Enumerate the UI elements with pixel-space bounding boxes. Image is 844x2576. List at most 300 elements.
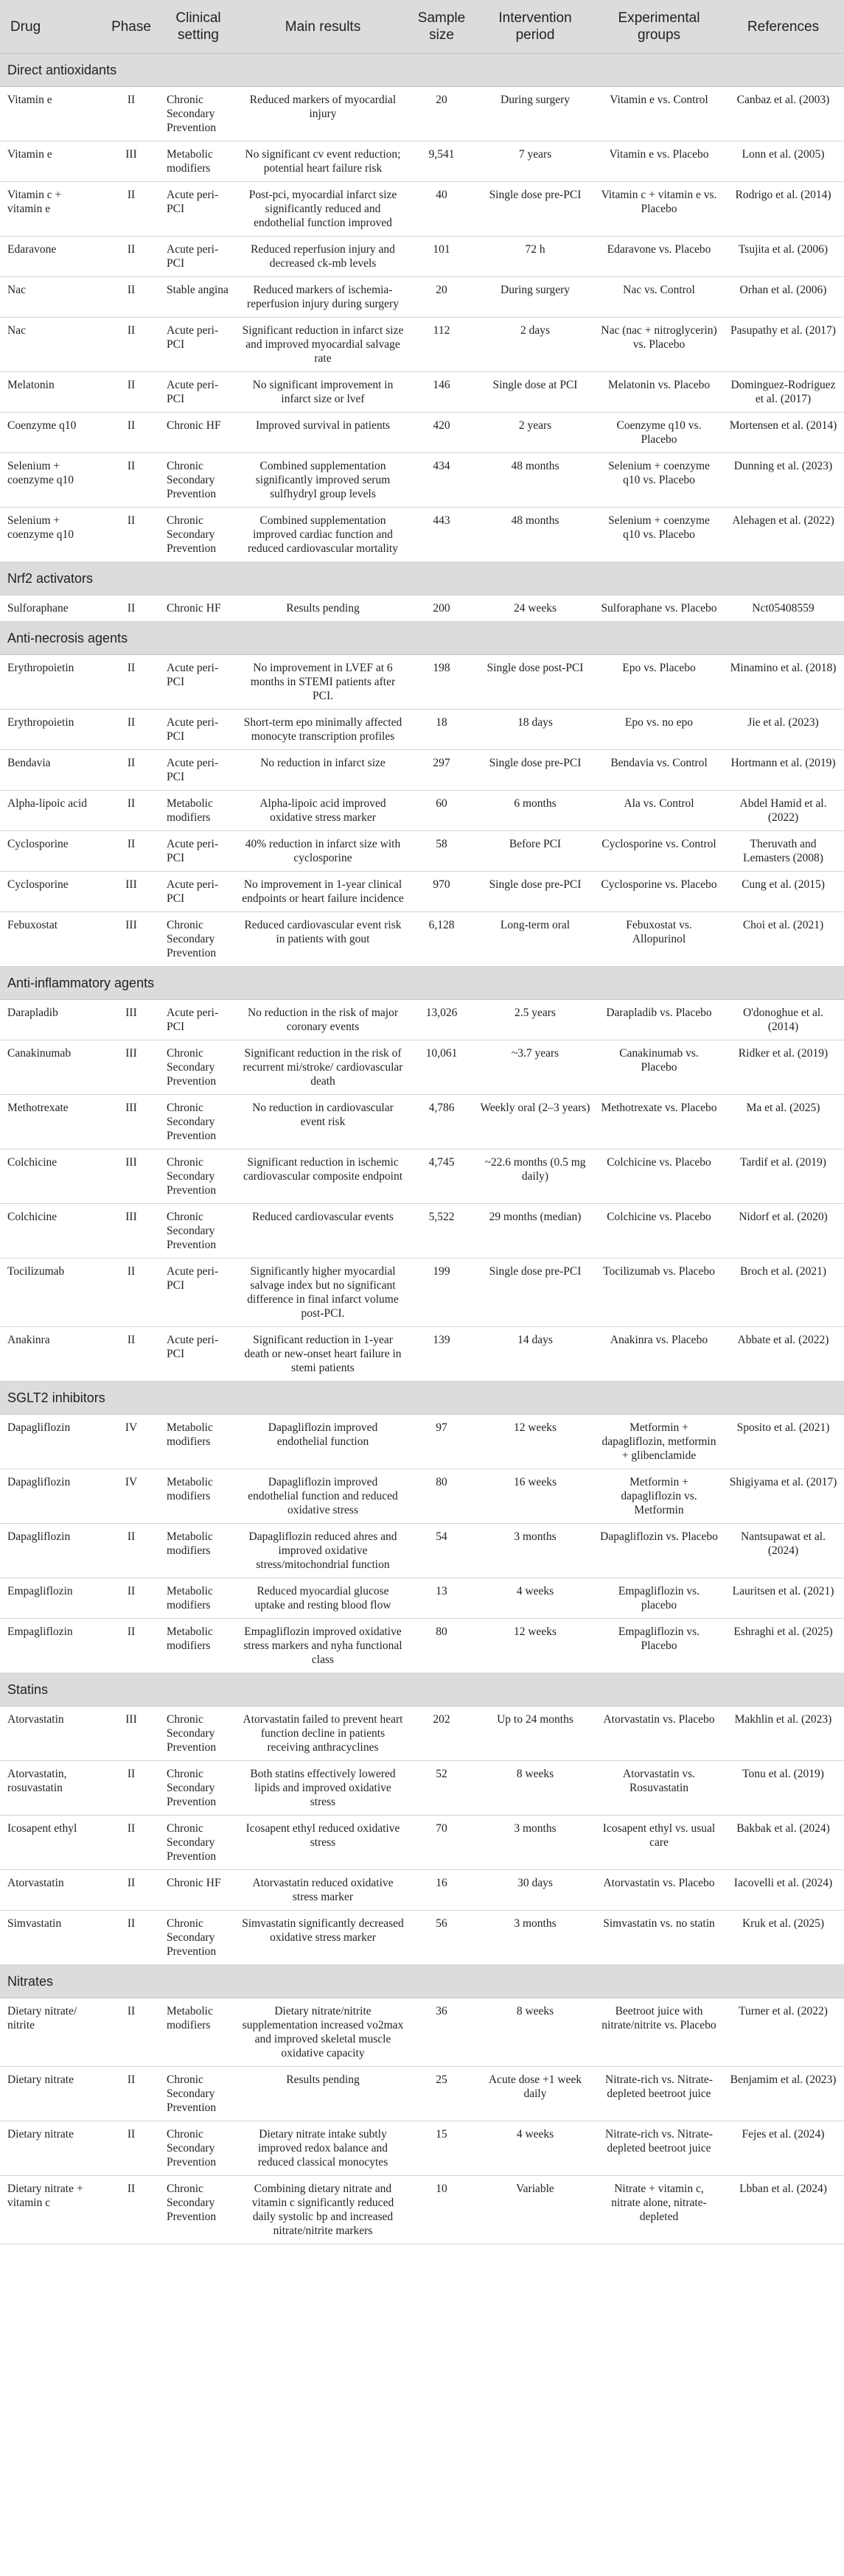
table-row [0,1911,844,1965]
cell-phase: II [103,1524,159,1578]
cell-sample-size: 60 [408,791,475,831]
cell-phase: II [103,1816,159,1870]
cell-experimental-groups: Febuxostat vs. Allopurinol [596,912,722,967]
cell-clinical-setting: Chronic Secondary Prevention [159,912,237,967]
cell-experimental-groups: Nac vs. Control [596,277,722,318]
cell-clinical-setting: Acute peri-PCI [159,1259,237,1327]
cell-phase: III [103,141,159,182]
cell-drug: Empagliflozin [0,1578,103,1619]
cell-sample-size: 25 [408,2067,475,2121]
cell-sample-size: 101 [408,237,475,277]
cell-experimental-groups: Colchicine vs. Placebo [596,1149,722,1204]
cell-drug: Colchicine [0,1149,103,1204]
cell-clinical-setting: Chronic Secondary Prevention [159,87,237,141]
cell-clinical-setting: Chronic Secondary Prevention [159,2121,237,2176]
cell-clinical-setting: Metabolic modifiers [159,1578,237,1619]
cell-main-results: Dietary nitrate intake subtly improved redox balance and reduced classical monocytes [237,2121,408,2176]
cell-drug: Cyclosporine [0,831,103,872]
table-row [0,1040,844,1095]
cell-clinical-setting: Metabolic modifiers [159,1619,237,1673]
cell-reference: Ridker et al. (2019) [722,1040,844,1095]
cell-intervention-period: 6 months [475,791,596,831]
cell-main-results: No significant cv event reduction; potential heart failure risk [237,141,408,182]
header-drug: Drug [0,0,103,54]
table-row [0,1761,844,1816]
cell-reference: Theruvath and Lemasters (2008) [722,831,844,872]
cell-main-results: Dietary nitrate/nitrite supplementation increased vo2max and improved skeletal muscle oxidative capacity [237,1998,408,2067]
cell-reference: Sposito et al. (2021) [722,1415,844,1469]
cell-intervention-period: 7 years [475,141,596,182]
cell-intervention-period: Single dose post-PCI [475,655,596,710]
table-row [0,318,844,372]
cell-phase: II [103,750,159,791]
cell-phase: III [103,1040,159,1095]
cell-intervention-period: Variable [475,2176,596,2244]
table-row [0,413,844,453]
header-phase: Phase [103,0,159,54]
header-clinical-setting: Clinical setting [159,0,237,54]
table-row [0,750,844,791]
cell-reference: Shigiyama et al. (2017) [722,1469,844,1524]
header-sample-size: Sample size [408,0,475,54]
cell-reference: O'donoghue et al. (2014) [722,1000,844,1040]
cell-drug: Nac [0,277,103,318]
cell-sample-size: 9,541 [408,141,475,182]
cell-experimental-groups: Sulforaphane vs. Placebo [596,595,722,622]
cell-sample-size: 146 [408,372,475,413]
cell-intervention-period: 8 weeks [475,1998,596,2067]
cell-clinical-setting: Acute peri-PCI [159,318,237,372]
cell-experimental-groups: Edaravone vs. Placebo [596,237,722,277]
cell-clinical-setting: Stable angina [159,277,237,318]
cell-clinical-setting: Acute peri-PCI [159,710,237,750]
cell-drug: Methotrexate [0,1095,103,1149]
cell-drug: Dietary nitrate + vitamin c [0,2176,103,2244]
cell-reference: Dunning et al. (2023) [722,453,844,508]
cell-reference: Turner et al. (2022) [722,1998,844,2067]
section-title: SGLT2 inhibitors [0,1382,844,1415]
cell-sample-size: 13,026 [408,1000,475,1040]
cell-sample-size: 139 [408,1327,475,1382]
section-header-row [0,622,844,655]
cell-clinical-setting: Chronic Secondary Prevention [159,1204,237,1259]
cell-experimental-groups: Nac (nac + nitroglycerin) vs. Placebo [596,318,722,372]
cell-sample-size: 54 [408,1524,475,1578]
cell-experimental-groups: Vitamin e vs. Placebo [596,141,722,182]
cell-sample-size: 420 [408,413,475,453]
cell-intervention-period: 30 days [475,1870,596,1911]
section-header-row [0,54,844,87]
cell-reference: Alehagen et al. (2022) [722,508,844,562]
cell-intervention-period: Single dose pre-PCI [475,872,596,912]
cell-clinical-setting: Acute peri-PCI [159,237,237,277]
cell-sample-size: 36 [408,1998,475,2067]
cell-phase: II [103,2121,159,2176]
cell-experimental-groups: Nitrate-rich vs. Nitrate-depleted beetroot juice [596,2067,722,2121]
cell-experimental-groups: Methotrexate vs. Placebo [596,1095,722,1149]
cell-drug: Erythropoietin [0,710,103,750]
header-intervention-period: Intervention period [475,0,596,54]
section-header-row [0,1673,844,1707]
cell-phase: III [103,1204,159,1259]
table-row [0,1000,844,1040]
cell-main-results: Dapagliflozin reduced ahres and improved oxidative stress/mitochondrial function [237,1524,408,1578]
table-row [0,2121,844,2176]
cell-drug: Coenzyme q10 [0,413,103,453]
cell-reference: Makhlin et al. (2023) [722,1707,844,1761]
cell-main-results: Combined supplementation significantly improved serum sulfhydryl group levels [237,453,408,508]
cell-sample-size: 80 [408,1469,475,1524]
table-row [0,595,844,622]
cell-experimental-groups: Epo vs. Placebo [596,655,722,710]
cell-reference: Kruk et al. (2025) [722,1911,844,1965]
cell-sample-size: 297 [408,750,475,791]
cell-reference: Mortensen et al. (2014) [722,413,844,453]
cell-experimental-groups: Atorvastatin vs. Placebo [596,1870,722,1911]
cell-main-results: Combined supplementation improved cardiac function and reduced cardiovascular mortality [237,508,408,562]
table-row [0,372,844,413]
cell-intervention-period: 12 weeks [475,1619,596,1673]
cell-reference: Broch et al. (2021) [722,1259,844,1327]
cell-phase: II [103,2176,159,2244]
cell-main-results: No reduction in infarct size [237,750,408,791]
cell-drug: Selenium + coenzyme q10 [0,453,103,508]
section-title: Nitrates [0,1965,844,1998]
cell-main-results: Both statins effectively lowered lipids and improved oxidative stress [237,1761,408,1816]
cell-intervention-period: 14 days [475,1327,596,1382]
cell-drug: Febuxostat [0,912,103,967]
cell-clinical-setting: Acute peri-PCI [159,182,237,237]
cell-intervention-period: Weekly oral (2–3 years) [475,1095,596,1149]
cell-main-results: Significant reduction in infarct size and improved myocardial salvage rate [237,318,408,372]
cell-main-results: Reduced reperfusion injury and decreased ck-mb levels [237,237,408,277]
cell-main-results: No improvement in 1-year clinical endpoints or heart failure incidence [237,872,408,912]
cell-phase: III [103,872,159,912]
table-body [0,54,844,2244]
cell-intervention-period: 4 weeks [475,2121,596,2176]
cell-drug: Simvastatin [0,1911,103,1965]
cell-drug: Melatonin [0,372,103,413]
table-row [0,1578,844,1619]
cell-intervention-period: 24 weeks [475,595,596,622]
cell-experimental-groups: Tocilizumab vs. Placebo [596,1259,722,1327]
cell-clinical-setting: Chronic Secondary Prevention [159,2176,237,2244]
table-row [0,508,844,562]
cell-reference: Ma et al. (2025) [722,1095,844,1149]
cell-drug: Dapagliflozin [0,1415,103,1469]
cell-clinical-setting: Chronic HF [159,1870,237,1911]
table-row [0,872,844,912]
cell-phase: II [103,372,159,413]
header-references: References [722,0,844,54]
cell-phase: II [103,1619,159,1673]
section-title: Statins [0,1673,844,1707]
table-row [0,1204,844,1259]
header-main-results: Main results [237,0,408,54]
cell-sample-size: 4,745 [408,1149,475,1204]
cell-drug: Alpha-lipoic acid [0,791,103,831]
cell-main-results: Results pending [237,2067,408,2121]
cell-sample-size: 20 [408,277,475,318]
cell-experimental-groups: Cyclosporine vs. Placebo [596,872,722,912]
cell-drug: Sulforaphane [0,595,103,622]
cell-phase: II [103,1870,159,1911]
cell-clinical-setting: Chronic Secondary Prevention [159,1707,237,1761]
section-header-row [0,1382,844,1415]
cell-drug: Edaravone [0,237,103,277]
cell-drug: Darapladib [0,1000,103,1040]
cell-drug: Vitamin e [0,87,103,141]
cell-clinical-setting: Acute peri-PCI [159,655,237,710]
cell-reference: Nct05408559 [722,595,844,622]
cell-reference: Bakbak et al. (2024) [722,1816,844,1870]
cell-experimental-groups: Melatonin vs. Placebo [596,372,722,413]
cell-drug: Atorvastatin [0,1707,103,1761]
cell-reference: Abdel Hamid et al. (2022) [722,791,844,831]
cell-intervention-period: During surgery [475,87,596,141]
cell-intervention-period: 29 months (median) [475,1204,596,1259]
cell-intervention-period: Before PCI [475,831,596,872]
cell-clinical-setting: Acute peri-PCI [159,750,237,791]
cell-experimental-groups: Atorvastatin vs. Placebo [596,1707,722,1761]
cell-experimental-groups: Atorvastatin vs. Rosuvastatin [596,1761,722,1816]
cell-reference: Fejes et al. (2024) [722,2121,844,2176]
cell-main-results: Significant reduction in the risk of recurrent mi/stroke/ cardiovascular death [237,1040,408,1095]
cell-drug: Dapagliflozin [0,1524,103,1578]
cell-clinical-setting: Chronic Secondary Prevention [159,1816,237,1870]
cell-reference: Lonn et al. (2005) [722,141,844,182]
cell-sample-size: 20 [408,87,475,141]
cell-drug: Erythropoietin [0,655,103,710]
cell-drug: Anakinra [0,1327,103,1382]
cell-phase: II [103,2067,159,2121]
cell-drug: Empagliflozin [0,1619,103,1673]
table-row [0,277,844,318]
cell-sample-size: 5,522 [408,1204,475,1259]
cell-intervention-period: ~22.6 months (0.5 mg daily) [475,1149,596,1204]
header-row [0,0,844,54]
cell-intervention-period: 2 days [475,318,596,372]
cell-sample-size: 6,128 [408,912,475,967]
table-row [0,453,844,508]
cell-reference: Minamino et al. (2018) [722,655,844,710]
cell-main-results: Reduced cardiovascular event risk in patients with gout [237,912,408,967]
cell-phase: II [103,1259,159,1327]
cell-reference: Benjamim et al. (2023) [722,2067,844,2121]
cell-main-results: Significant reduction in ischemic cardiovascular composite endpoint [237,1149,408,1204]
cell-intervention-period: Single dose pre-PCI [475,182,596,237]
cell-clinical-setting: Acute peri-PCI [159,872,237,912]
cell-main-results: Dapagliflozin improved endothelial function and reduced oxidative stress [237,1469,408,1524]
cell-sample-size: 40 [408,182,475,237]
cell-experimental-groups: Colchicine vs. Placebo [596,1204,722,1259]
cell-phase: II [103,277,159,318]
table-row [0,1327,844,1382]
cell-sample-size: 112 [408,318,475,372]
cell-main-results: Empagliflozin improved oxidative stress markers and nyha functional class [237,1619,408,1673]
cell-experimental-groups: Icosapent ethyl vs. usual care [596,1816,722,1870]
cell-intervention-period: Single dose at PCI [475,372,596,413]
cell-main-results: Significant reduction in 1-year death or new-onset heart failure in stemi patients [237,1327,408,1382]
table-row [0,2176,844,2244]
table-row [0,2067,844,2121]
cell-phase: III [103,1000,159,1040]
cell-main-results: Short-term epo minimally affected monocyte transcription profiles [237,710,408,750]
table-row [0,1149,844,1204]
cell-reference: Hortmann et al. (2019) [722,750,844,791]
header-experimental-groups: Experimental groups [596,0,722,54]
cell-intervention-period: During surgery [475,277,596,318]
cell-sample-size: 10 [408,2176,475,2244]
cell-main-results: Improved survival in patients [237,413,408,453]
cell-phase: II [103,1761,159,1816]
cell-drug: Bendavia [0,750,103,791]
cell-sample-size: 434 [408,453,475,508]
cell-drug: Vitamin c + vitamin e [0,182,103,237]
cell-main-results: Alpha-lipoic acid improved oxidative stress marker [237,791,408,831]
cell-drug: Nac [0,318,103,372]
table-row [0,1469,844,1524]
table-row [0,87,844,141]
cell-clinical-setting: Chronic Secondary Prevention [159,1911,237,1965]
cell-drug: Tocilizumab [0,1259,103,1327]
cell-main-results: Reduced markers of myocardial injury [237,87,408,141]
cell-experimental-groups: Coenzyme q10 vs. Placebo [596,413,722,453]
section-header-row [0,967,844,1000]
cell-reference: Nantsupawat et al. (2024) [722,1524,844,1578]
cell-drug: Colchicine [0,1204,103,1259]
cell-intervention-period: Acute dose +1 week daily [475,2067,596,2121]
cell-clinical-setting: Chronic Secondary Prevention [159,2067,237,2121]
cell-experimental-groups: Epo vs. no epo [596,710,722,750]
cell-main-results: Simvastatin significantly decreased oxidative stress marker [237,1911,408,1965]
section-title: Nrf2 activators [0,562,844,595]
table-row [0,237,844,277]
cell-sample-size: 16 [408,1870,475,1911]
cell-intervention-period: Single dose pre-PCI [475,750,596,791]
cell-phase: II [103,413,159,453]
table-row [0,1259,844,1327]
section-header-row [0,1965,844,1998]
table-row [0,655,844,710]
cell-clinical-setting: Chronic HF [159,413,237,453]
section-header-row [0,562,844,595]
table-row [0,1870,844,1911]
cell-sample-size: 58 [408,831,475,872]
cell-main-results: No reduction in the risk of major coronary events [237,1000,408,1040]
cell-intervention-period: Long-term oral [475,912,596,967]
cell-main-results: Atorvastatin reduced oxidative stress marker [237,1870,408,1911]
table-row [0,1816,844,1870]
cell-sample-size: 970 [408,872,475,912]
cell-phase: II [103,182,159,237]
cell-main-results: Results pending [237,595,408,622]
table-row [0,791,844,831]
cell-reference: Choi et al. (2021) [722,912,844,967]
cell-experimental-groups: Cyclosporine vs. Control [596,831,722,872]
section-title: Anti-inflammatory agents [0,967,844,1000]
cell-sample-size: 52 [408,1761,475,1816]
cell-reference: Lauritsen et al. (2021) [722,1578,844,1619]
cell-phase: II [103,237,159,277]
table-row [0,1415,844,1469]
cell-phase: IV [103,1415,159,1469]
cell-intervention-period: 4 weeks [475,1578,596,1619]
cell-sample-size: 4,786 [408,1095,475,1149]
cell-intervention-period: 8 weeks [475,1761,596,1816]
cell-drug: Dietary nitrate [0,2067,103,2121]
cell-experimental-groups: Dapagliflozin vs. Placebo [596,1524,722,1578]
cell-intervention-period: 2 years [475,413,596,453]
cell-drug: Icosapent ethyl [0,1816,103,1870]
section-title: Direct antioxidants [0,54,844,87]
cell-intervention-period: Single dose pre-PCI [475,1259,596,1327]
cell-experimental-groups: Ala vs. Control [596,791,722,831]
cell-main-results: Combining dietary nitrate and vitamin c significantly reduced daily systolic bp and increased nitrate/nitrite markers [237,2176,408,2244]
cell-main-results: Icosapent ethyl reduced oxidative stress [237,1816,408,1870]
cell-phase: III [103,1149,159,1204]
cell-reference: Nidorf et al. (2020) [722,1204,844,1259]
cell-phase: II [103,831,159,872]
cell-sample-size: 70 [408,1816,475,1870]
cell-sample-size: 199 [408,1259,475,1327]
cell-main-results: Dapagliflozin improved endothelial function [237,1415,408,1469]
cell-drug: Cyclosporine [0,872,103,912]
cell-experimental-groups: Beetroot juice with nitrate/nitrite vs. Placebo [596,1998,722,2067]
cell-phase: II [103,710,159,750]
cell-experimental-groups: Vitamin e vs. Control [596,87,722,141]
cell-experimental-groups: Anakinra vs. Placebo [596,1327,722,1382]
cell-main-results: No improvement in LVEF at 6 months in STEMI patients after PCI. [237,655,408,710]
cell-clinical-setting: Metabolic modifiers [159,791,237,831]
cell-clinical-setting: Acute peri-PCI [159,1327,237,1382]
cell-intervention-period: ~3.7 years [475,1040,596,1095]
cell-clinical-setting: Chronic Secondary Prevention [159,453,237,508]
table-row [0,710,844,750]
cell-drug: Atorvastatin [0,1870,103,1911]
table-row [0,1619,844,1673]
cell-phase: II [103,1998,159,2067]
cell-experimental-groups: Selenium + coenzyme q10 vs. Placebo [596,453,722,508]
cell-drug: Dietary nitrate [0,2121,103,2176]
cell-reference: Abbate et al. (2022) [722,1327,844,1382]
cell-experimental-groups: Nitrate + vitamin c, nitrate alone, nitrate-depleted [596,2176,722,2244]
cell-drug: Selenium + coenzyme q10 [0,508,103,562]
cell-reference: Iacovelli et al. (2024) [722,1870,844,1911]
cell-reference: Tsujita et al. (2006) [722,237,844,277]
cell-phase: II [103,655,159,710]
table-row [0,182,844,237]
section-title: Anti-necrosis agents [0,622,844,655]
cell-clinical-setting: Chronic HF [159,595,237,622]
cell-reference: Dominguez-Rodriguez et al. (2017) [722,372,844,413]
cell-intervention-period: 3 months [475,1911,596,1965]
cell-drug: Dietary nitrate/ nitrite [0,1998,103,2067]
cell-main-results: Post-pci, myocardial infarct size significantly reduced and endothelial function improved [237,182,408,237]
cell-experimental-groups: Simvastatin vs. no statin [596,1911,722,1965]
cell-experimental-groups: Metformin + dapagliflozin, metformin + glibenclamide [596,1415,722,1469]
table-row [0,831,844,872]
table-row [0,1998,844,2067]
cell-clinical-setting: Chronic Secondary Prevention [159,1095,237,1149]
cell-clinical-setting: Metabolic modifiers [159,1415,237,1469]
cell-sample-size: 18 [408,710,475,750]
cell-intervention-period: 16 weeks [475,1469,596,1524]
table-row [0,1095,844,1149]
table-row [0,912,844,967]
cell-reference: Lbban et al. (2024) [722,2176,844,2244]
cell-main-results: Reduced myocardial glucose uptake and resting blood flow [237,1578,408,1619]
